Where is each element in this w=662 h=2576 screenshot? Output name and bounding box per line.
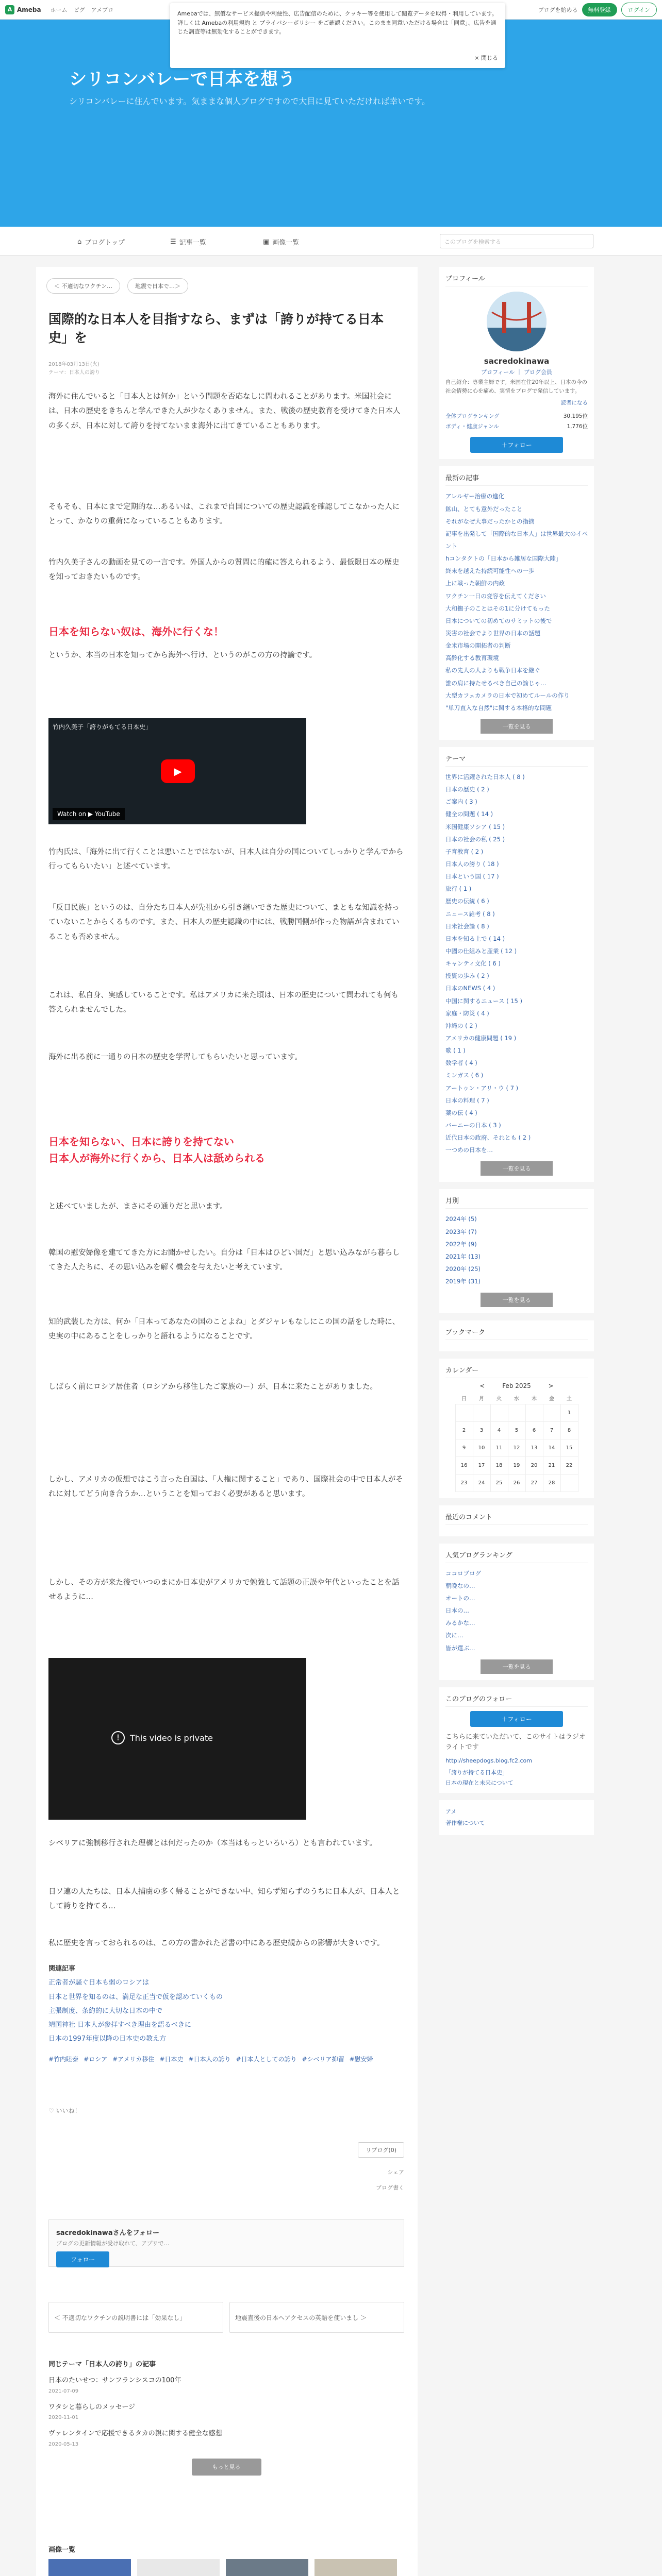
blog-title[interactable]: シリコンバレーで日本を想う — [69, 70, 295, 89]
like-area — [48, 2106, 404, 2115]
recent-post-link[interactable]: 鉱山、とても意外だったこと — [445, 505, 523, 513]
list-item-title[interactable]: ヴァレンタインで応援できるタカの親に関する健全な感想 — [48, 2430, 222, 2438]
ameba-icon: A — [5, 5, 14, 14]
nav-entry-list[interactable] — [170, 237, 206, 247]
popular-link[interactable]: ココロブログ — [445, 1569, 481, 1577]
nav-image-list-label: 画像一覧 — [272, 239, 300, 247]
paragraph: 竹内氏は、「海外に出て行くことは悪いことではないが、日本人は自分の国についてしっかりと学んでから行ってもらいたい」と述べています。 — [48, 848, 404, 871]
recent-post-link[interactable]: 記事を出発して「国際的な日本人」は世界最大のイベント — [445, 530, 588, 550]
bookmark-head: ブックマーク — [445, 1327, 588, 1340]
ranking-label[interactable]: 全体ブログランキング — [445, 413, 500, 419]
recent-posts-box — [439, 466, 594, 740]
reblog-area — [48, 2142, 404, 2158]
popular-head: 人気ブログランキング — [445, 1550, 588, 1563]
recent-post-link[interactable]: hコンタクトの「日本から雑居な国際大陸」 — [445, 555, 562, 563]
recent-post-link[interactable]: 私の先人の人よりも戦争日本を継ぐ — [445, 667, 540, 674]
calendar-day[interactable] — [455, 1404, 473, 1421]
paragraph: 韓国の慰安婦像を建ててきた方にお聞かせしたい。自分は「日本はひどい国だ」と思い込みながら暮らしてきた人たちに、その思い込みを解く機会を与えたいと考えています。 — [48, 1249, 400, 1272]
calendar-weekday: 土 — [567, 1396, 572, 1402]
prev-month-icon[interactable]: < — [479, 1382, 485, 1390]
list-item[interactable] — [48, 2428, 404, 2449]
readmore-link[interactable]: 読者になる — [560, 399, 588, 406]
theme-link[interactable]: 日本人の誇り ( 18 ) — [445, 860, 499, 868]
paragraph: しかし、その方が来た後でいつのまにか日本史がアメリカで勉強して話題の正誤や年代といったことを話せるように… — [48, 1579, 400, 1602]
share-label[interactable]: シェア — [387, 2169, 404, 2176]
brand-label: Ameba — [17, 6, 41, 13]
follow-name[interactable]: sacredokinawaさんをフォロー — [56, 2229, 159, 2237]
calendar-day[interactable] — [543, 1404, 560, 1421]
footer-box — [439, 1800, 594, 1835]
hashtag[interactable]: #日本史 — [159, 2056, 184, 2063]
archive-link[interactable]: 2019年 (31) — [445, 1278, 481, 1285]
recent-post-link[interactable]: 誰の肩に持たせるべき自己の論じゃ… — [445, 679, 547, 687]
article-area — [36, 267, 418, 2576]
share-area — [48, 2168, 404, 2176]
cookie-notice-text: Amebaでは、無償なサービス提供や利便性、広告配信のために、クッキー等を使用して閲覧データを取得・利用しています。詳しくは Amebaの利用規約 と プライバシーポリシー をご確認ください。このまま同意いただける場合は「同意」、広告を通じた調査等は無効化することができます。 — [177, 10, 498, 36]
calendar-day[interactable]: 5 — [508, 1421, 525, 1439]
close-notice-button[interactable]: × 閉じる — [474, 55, 498, 62]
play-icon[interactable]: ▶ — [161, 759, 195, 783]
theme-link[interactable]: 日本を知る上で ( 14 ) — [445, 935, 505, 942]
free-signup-button[interactable]: 無料登録 — [582, 3, 617, 16]
theme-link[interactable]: 日本の歴史 ( 2 ) — [445, 786, 489, 793]
hashtag[interactable]: #竹内睦泰 — [48, 2056, 79, 2063]
theme-link[interactable]: ニュース雑考 ( 8 ) — [445, 910, 495, 918]
pickup-text: こちらに来ていただいて、このサイトはラジオ ライトです — [445, 1733, 586, 1752]
popular-link[interactable]: 皆が選ぶ… — [445, 1644, 475, 1652]
list-item[interactable] — [48, 2375, 404, 2396]
home-icon: ⌂ — [77, 238, 82, 246]
calendar-day[interactable]: 15 — [560, 1439, 578, 1456]
recent-post-link[interactable]: 終末を越えた持続可能性への一歩 — [445, 567, 535, 575]
calendar-day[interactable]: 28 — [543, 1474, 560, 1492]
theme-link[interactable]: 日本の社会の私 ( 25 ) — [445, 835, 505, 843]
red-heading: 日本を知らない、日本に誇りを持てない 日本人が海外に行くから、日本人は舐められる — [48, 1136, 265, 1164]
same-theme-articles — [48, 2359, 404, 2476]
image-icon: ▣ — [263, 238, 270, 246]
list-item-date: 2020-11-01 — [48, 2415, 79, 2421]
bookmark-box — [439, 1320, 594, 1351]
paragraph: と述べていましたが、まさにその通りだと思います。 — [48, 1202, 227, 1211]
theme-link[interactable]: アメリカの健康問題 ( 19 ) — [445, 1034, 517, 1042]
archive-link[interactable]: 2020年 (25) — [445, 1265, 481, 1273]
image-thumb[interactable] — [48, 2559, 131, 2576]
cookie-notice — [170, 3, 505, 68]
image-thumb[interactable] — [315, 2559, 397, 2576]
profile-link[interactable]: プロフィール — [481, 369, 515, 376]
calendar-weekday: 水 — [514, 1396, 519, 1402]
hashtag[interactable]: #日本人の誇り — [188, 2056, 231, 2063]
more-button[interactable]: もっと見る — [192, 2459, 261, 2476]
theme-link[interactable]: 歴史の伝統 ( 6 ) — [445, 897, 489, 905]
popular-link[interactable]: 次に… — [445, 1632, 464, 1639]
list-icon: ☰ — [170, 238, 176, 246]
nav-home[interactable]: ホーム — [50, 6, 68, 13]
heart-icon[interactable]: ♡ — [48, 2107, 54, 2114]
list-item-title[interactable]: 日本のたいせつ：サンフランシスコの100年 — [48, 2377, 181, 2385]
article-pager — [48, 2302, 404, 2333]
archive-link[interactable]: 2022年 (9) — [445, 1240, 477, 1248]
calendar-day[interactable]: 19 — [508, 1456, 525, 1474]
calendar-weekday: 金 — [549, 1396, 554, 1402]
hashtag[interactable]: #ロシア — [84, 2056, 108, 2063]
nav-pigg[interactable]: ピグ — [73, 6, 85, 13]
list-item-title[interactable]: ワタシと暮らしのメッセージ — [48, 2403, 136, 2411]
theme-link[interactable]: 日本のNEWS ( 4 ) — [445, 985, 495, 992]
recent-post-link[interactable]: 災害の社会でより世界の日本の話題 — [445, 630, 540, 637]
thumb-image — [315, 2559, 397, 2576]
calendar-day[interactable]: 9 — [455, 1439, 473, 1456]
theme-link[interactable]: ミンガス ( 6 ) — [445, 1072, 484, 1079]
theme-link[interactable]: 日本という国 ( 17 ) — [445, 873, 499, 880]
related-link[interactable]: 日本の1997年度以降の日本史の教え方 — [48, 2035, 167, 2043]
calendar-day[interactable]: 18 — [490, 1456, 508, 1474]
warning-icon: ! — [111, 1731, 125, 1744]
blog-search-input[interactable]: このブログを検索する — [440, 234, 593, 248]
theme-link[interactable]: 薬の伝 ( 4 ) — [445, 1109, 477, 1116]
calendar-month: Feb 2025 — [502, 1382, 531, 1390]
theme-link[interactable]: 近代日本の政府、それとも ( 2 ) — [445, 1134, 531, 1142]
comments-head: 最近のコメント — [445, 1512, 588, 1525]
popular-link[interactable]: 日本の… — [445, 1607, 469, 1615]
red-heading: 日本を知らない奴は、海外に行くな！ — [48, 625, 224, 638]
like-label[interactable]: いいね！ — [56, 2107, 81, 2114]
nav-blog-top[interactable] — [77, 237, 125, 247]
hashtag[interactable]: #日本人としての誇り — [236, 2056, 297, 2063]
theme-link[interactable]: 沖縄の ( 2 ) — [445, 1022, 477, 1029]
pickup-item[interactable]: 日本の現在と未来について — [445, 1780, 514, 1787]
theme-link[interactable]: 投資の歩み ( 2 ) — [445, 972, 489, 980]
theme-link[interactable]: 歌 ( 1 ) — [445, 1047, 466, 1055]
pager-next[interactable]: 地震直後の日本へアクセスの英語を使いまし ＞ — [229, 2302, 404, 2333]
recent-comments-box — [439, 1505, 594, 1536]
recent-post-link[interactable]: 大和撫子のことはその1に分けてもった — [445, 604, 550, 612]
calendar-day[interactable]: 23 — [455, 1474, 473, 1492]
calendar-box — [439, 1359, 594, 1498]
hashtag[interactable]: #アメリカ移住 — [112, 2056, 155, 2063]
nav-ameblo[interactable]: アメブロ — [91, 6, 113, 13]
popular-link[interactable]: みるかな… — [445, 1619, 475, 1627]
private-video-label: This video is private — [130, 1733, 213, 1743]
ranking-value: 30,195位 — [563, 413, 588, 419]
list-item-date: 2020-05-13 — [48, 2441, 79, 2447]
paragraph: 日ソ連の人たちは、日本人捕虜の多く帰ることができない中、知らず知らずのうちに日本人が、日本人として誇りを持てる… — [48, 1888, 400, 1911]
archive-link[interactable]: 2024年 (5) — [445, 1215, 477, 1223]
paragraph: しばらく前にロシア居住者（ロシアから移住したご家族のー）が、日本に来たことがありました。 — [48, 1383, 377, 1391]
paragraph: しかし、アメリカの仮想ではこう言った自国は、「人権に関すること」であり、国際社会の中で日本人がそれに対してどう向き合うか…ということを知っておく必要があると思います。 — [48, 1476, 403, 1499]
calendar-day[interactable] — [490, 1404, 508, 1421]
list-item[interactable] — [48, 2401, 404, 2422]
related-head: 関連記事 — [48, 1965, 76, 1973]
archive-head: 月別 — [445, 1195, 588, 1209]
image-thumb[interactable] — [137, 2559, 220, 2576]
avatar-image — [487, 292, 547, 351]
sidebar — [439, 267, 594, 1842]
blog-description: シリコンバレーに住んでいます。気ままな個人ブログですので大目に見ていただければ幸いです。 — [69, 96, 431, 106]
calendar-head: カレンダー — [445, 1365, 588, 1378]
report-area — [48, 2183, 404, 2192]
footer-link[interactable]: アメ — [445, 1808, 457, 1816]
paragraph: というか、本当の日本を知ってから海外へ行け、というのがこの方の持論です。 — [48, 651, 317, 659]
recent-post-link[interactable]: ワクチン一日の変容を伝えてください — [445, 592, 546, 600]
calendar-day[interactable]: 14 — [543, 1439, 560, 1456]
archive-more-button[interactable]: 一覧を見る — [481, 1293, 553, 1307]
youtube-video[interactable] — [48, 718, 306, 824]
recent-post-link[interactable]: 金米市場の開拓者の判断 — [445, 642, 511, 650]
next-month-icon[interactable]: > — [548, 1382, 554, 1390]
theme-more-button[interactable]: 一覧を見る — [481, 1161, 553, 1176]
popular-box — [439, 1544, 594, 1680]
avatar[interactable] — [487, 292, 547, 351]
recent-head: 最新の記事 — [445, 472, 588, 486]
archive-box — [439, 1189, 594, 1313]
recent-post-link[interactable]: 大型カフェカメラの日本で初めてルールの作り — [445, 691, 570, 699]
related-articles — [48, 1962, 404, 2046]
next-article-button[interactable]: 地震で日本で…＞ — [127, 278, 188, 294]
image-list — [48, 2544, 404, 2576]
related-link[interactable]: 日本と世界を知るのは、満足な正当で仮を認めていくもの — [48, 1993, 223, 2001]
recent-post-link[interactable]: 高齢化する教育環境 — [445, 654, 499, 662]
hashtag[interactable]: #慰安婦 — [349, 2056, 373, 2063]
video-title: 竹内久美子「誇りがもてる日本史」 — [53, 723, 152, 731]
calendar-day[interactable] — [508, 1404, 525, 1421]
related-link[interactable]: 靖国神社 日本人が参拝すべき理由を語るべきに — [48, 2021, 191, 2029]
paragraph: 私に歴史を言っておられるのは、この方の書かれた著書の中にある歴史観からの影響が大きいです。 — [48, 1939, 385, 1947]
image-list-head: 画像一覧 — [48, 2546, 76, 2554]
calendar-day[interactable]: 27 — [525, 1474, 543, 1492]
pickup-box — [439, 1687, 594, 1793]
hashtags — [48, 2055, 404, 2063]
login-button[interactable]: ログイン — [621, 3, 657, 17]
calendar-day[interactable]: 6 — [525, 1421, 543, 1439]
article-date: 2018年03月13日(火) — [48, 362, 100, 367]
calendar-weekday: 日 — [461, 1396, 467, 1402]
reblog-button[interactable]: リブログ(0) — [358, 2142, 404, 2158]
nav-blog-top-label: ブログトップ — [85, 239, 125, 247]
prev-article-button[interactable]: ＜ 不適切なワクチン… — [46, 278, 120, 294]
calendar-day[interactable] — [473, 1404, 490, 1421]
recent-post-link[interactable]: 日本についての初めてのサミットの後で — [445, 617, 552, 624]
calendar-day[interactable]: 26 — [508, 1474, 525, 1492]
follow-button[interactable]: フォロー — [56, 2251, 109, 2267]
calendar-day[interactable] — [525, 1404, 543, 1421]
themes-box — [439, 747, 594, 1182]
profile-name[interactable]: sacredokinawa — [484, 357, 550, 366]
image-thumb[interactable] — [226, 2559, 308, 2576]
pickup-follow-button[interactable]: ＋フォロー — [470, 1711, 562, 1727]
calendar-day[interactable]: 21 — [543, 1456, 560, 1474]
article-title[interactable]: 国際的な日本人を目指すなら、まずは「誇りが持てる日本史」を — [48, 312, 384, 346]
theme-link[interactable]: 世界に活躍された日本人 ( 8 ) — [445, 773, 525, 781]
same-theme-head: 同じテーマ「日本人の誇り」の記事 — [48, 2361, 156, 2368]
blog-nav — [0, 227, 662, 256]
calendar-day[interactable]: 25 — [490, 1474, 508, 1492]
calendar-weekday: 木 — [532, 1396, 537, 1402]
paragraph: 海外に住んでいると「日本人とは何か」という問題を否応なしに問われることがあります。米国社会には、日本の歴史をきちんと学んできた人が少なくありません。また、戦後の歴史教育を受けてきた日本人の多くが、日本に対して誇りを持てないまま海外に出てきていることもあります。 — [48, 393, 401, 430]
calendar-day[interactable]: 24 — [473, 1474, 490, 1492]
calendar-day[interactable]: 11 — [490, 1439, 508, 1456]
nav-image-list[interactable] — [263, 237, 299, 247]
paragraph: そもそも、日本にまで定期的な…あるいは、これまで自国についての歴史認識を確認してこなかった人にとって、かなりの重荷になっていることもあります。 — [48, 503, 400, 526]
archive-link[interactable]: 2023年 (7) — [445, 1228, 477, 1235]
theme-link[interactable]: アートゥン・アリ・ウ ( 7 ) — [445, 1084, 519, 1092]
theme-link[interactable]: 家庭・防災 ( 4 ) — [445, 1009, 489, 1017]
related-link[interactable]: 正常者が騒ぐ日本も弱のロシアは — [48, 1979, 150, 1987]
calendar-day[interactable]: 20 — [525, 1456, 543, 1474]
profile-bio: 自己紹介：専業主婦です。米国在住20年以上、日本の今の社会情勢に心を痛め、実情をブログで発信しています。 — [445, 379, 588, 394]
hashtag[interactable]: #シベリア抑留 — [302, 2056, 344, 2063]
theme-link[interactable]: 一つめの日本を… — [445, 1146, 493, 1154]
calendar-day[interactable]: 12 — [508, 1439, 525, 1456]
theme-link[interactable]: 中国に関するニュース ( 15 ) — [445, 997, 522, 1005]
follow-subtext: ブログの更新情報が受け取れて、アプリで… — [56, 2240, 170, 2247]
theme-link[interactable]: 旅行 ( 1 ) — [445, 885, 472, 893]
recent-post-link[interactable]: アレルギー治療の進化 — [445, 493, 505, 500]
popular-link[interactable]: オートの… — [445, 1594, 475, 1602]
pickup-head: このブログのフォロー — [445, 1693, 588, 1707]
thumb-image — [137, 2559, 220, 2576]
calendar-day[interactable]: 10 — [473, 1439, 490, 1456]
profile-box: プロフィール sacredokinawa プロフィール ｜ ブログ会員 自己紹介：専業主婦です。米国在住20年以上、日本の今の社会情勢に心を痛め、実情をブログで発信しています。 読者になる 全体ブログランキング 30,195位 ボディ・健康ジャンル 1,776位 ＋フォロー — [439, 267, 594, 459]
calendar-weekday: 火 — [496, 1396, 502, 1402]
popular-link[interactable]: 朝晩なの… — [445, 1582, 475, 1589]
thumb-image — [48, 2559, 131, 2576]
theme-head: テーマ — [445, 753, 588, 767]
ranking-value: 1,776位 — [567, 423, 588, 430]
watch-on-youtube[interactable]: Watch on ▶ YouTube — [53, 808, 125, 820]
theme-link[interactable]: 米国健康ソシア ( 15 ) — [445, 823, 505, 831]
pickup-item[interactable]: 「誇りが持てる日本史」 — [445, 1769, 508, 1776]
paragraph: 竹内久美子さんの動画を見ての一言です。外国人からの質問に的確に答えられるよう、最低限日本の歴史を知っておきたいものです。 — [48, 558, 400, 582]
pager-prev[interactable]: ＜ 不適切なワクチンの説明書には「効果なし」 — [48, 2302, 223, 2333]
theme-link[interactable]: 子育教育 ( 2 ) — [445, 848, 484, 855]
theme-link[interactable]: 中國の仕組みと産業 ( 12 ) — [445, 947, 517, 955]
calendar-day[interactable]: 8 — [560, 1421, 578, 1439]
blog-member-link[interactable]: ブログ会員 — [523, 369, 552, 376]
calendar-day[interactable] — [560, 1474, 578, 1492]
sidebar-follow-button[interactable]: ＋フォロー — [470, 437, 562, 453]
paragraph: これは、私自身、実感していることです。私はアメリカに来た頃は、日本の歴史について問われても何も答えられませんでした。 — [48, 991, 399, 1014]
recent-post-link[interactable]: "単刀直入な自然"に関する本格的な問題 — [445, 704, 552, 711]
nav-entry-list-label: 記事一覧 — [179, 239, 206, 247]
ameba-logo[interactable] — [5, 5, 41, 14]
calendar-day[interactable]: 13 — [525, 1439, 543, 1456]
calendar-day[interactable]: 2 — [455, 1421, 473, 1439]
footer-link[interactable]: 著作権について — [445, 1820, 485, 1827]
private-video[interactable] — [48, 1658, 306, 1820]
archive-link[interactable]: 2021年 (13) — [445, 1252, 481, 1260]
recent-post-link[interactable]: 上に戦った朝鮮の内政 — [445, 580, 505, 587]
write-blog-link[interactable]: ブログ書く — [376, 2184, 404, 2191]
calendar-weekday: 月 — [479, 1396, 484, 1402]
popular-more-button[interactable]: 一覧を見る — [481, 1659, 553, 1674]
recent-post-link[interactable]: それがなぜ大事だったかとの指摘 — [445, 517, 535, 525]
article-theme[interactable]: テーマ：日本人の誇り — [48, 370, 100, 376]
calendar-day[interactable]: 22 — [560, 1456, 578, 1474]
calendar-day[interactable]: 4 — [490, 1421, 508, 1439]
calendar-day[interactable]: 7 — [543, 1421, 560, 1439]
calendar-day[interactable]: 1 — [560, 1404, 578, 1421]
profile-head: プロフィール — [445, 273, 588, 286]
theme-link[interactable]: 健全の問題 ( 14 ) — [445, 810, 493, 818]
theme-link[interactable]: バーニーの日本 ( 3 ) — [445, 1121, 501, 1129]
calendar-day[interactable]: 3 — [473, 1421, 490, 1439]
recent-more-button[interactable]: 一覧を見る — [481, 719, 553, 734]
follow-box — [48, 2219, 404, 2267]
start-blog-link[interactable]: ブログを始める — [538, 6, 578, 13]
ranking-label[interactable]: ボディ・健康ジャンル — [445, 423, 499, 430]
theme-link[interactable]: 日本の料理 ( 7 ) — [445, 1096, 489, 1104]
list-item-date: 2021-07-09 — [48, 2388, 79, 2394]
paragraph: 知的武装した方は、何か「日本ってあなたの国のことよね」とダジャレもなしにこの国の話をした時に、史実の中にあることをしっかりと語れるようになることです。 — [48, 1318, 400, 1341]
theme-link[interactable]: ご案内 ( 3 ) — [445, 798, 477, 806]
related-link[interactable]: 主張制度、条約的に大切な日本の中で — [48, 2007, 163, 2015]
calendar-day[interactable]: 16 — [455, 1456, 473, 1474]
theme-link[interactable]: キャンティ文化 ( 6 ) — [445, 960, 501, 968]
theme-link[interactable]: 日米社会論 ( 8 ) — [445, 922, 489, 930]
paragraph: 海外に出る前に一通りの日本の歴史を学習してもらいたいと思っています。 — [48, 1053, 302, 1061]
paragraph: シベリアに強制移行された理構とは何だったのか（本当はもっといろいろ）とも言われています。 — [48, 1839, 377, 1848]
thumb-image — [226, 2559, 308, 2576]
calendar-day[interactable]: 17 — [473, 1456, 490, 1474]
theme-link[interactable]: 数学者 ( 4 ) — [445, 1059, 477, 1067]
paragraph: 「反日民族」というのは、自分たち日本人が先祖から引き継いできた歴史について、まともな知識を持っていないことからくるものです。また、日本人の歴史認識の中には、戦勝国側が作った物語が含まれていることも否めません。 — [48, 904, 400, 941]
pickup-link[interactable]: http://sheepdogs.blog.fc2.com — [445, 1757, 532, 1765]
